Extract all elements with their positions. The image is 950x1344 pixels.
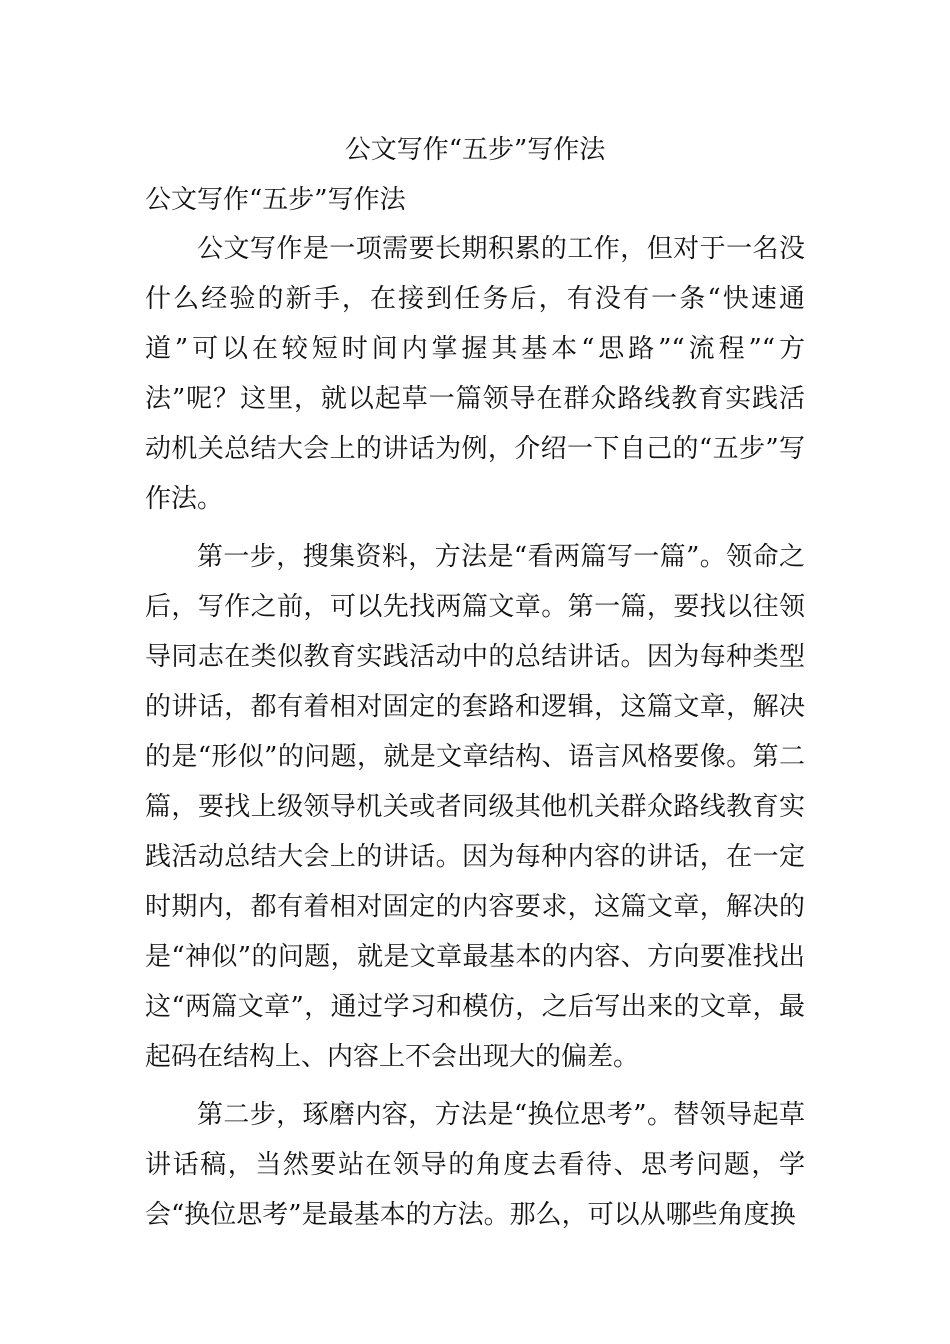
paragraph-step-two: 第二步，琢磨内容，方法是“换位思考”。替领导起草讲话稿，当然要站在领导的角度去看待、思考问题，学会“换位思考”是最基本的方法。那么，可以从哪些角度换 [145,1100,805,1230]
document-body [145,224,805,1248]
paragraph-intro: 公文写作是一项需要长期积累的工作，但对于一名没什么经验的新手，在接到任务后，有没有一条“快速通道”可以在较短时间内掌握其基本“思路”“流程”“方法”呢？这里，就以起草一篇领导在群众路线教育实践活动机关总结大会上的讲话为例，介绍一下自己的“五步”写作法。 [145,234,805,514]
document-subtitle: 公文写作“五步”写作法 [145,185,406,215]
paragraph-step-one: 第一步，搜集资料，方法是“看两篇写一篇”。领命之后，写作之前，可以先找两篇文章。第一篇，要找以往领导同志在类似教育实践活动中的总结讲话。因为每种类型的讲话，都有着相对固定的套路和逻辑，这篇文章，解决的是“形似”的问题，就是文章结构、语言风格要像。第二篇，要找上级领导机关或者同级其他机关群众路线教育实践活动总结大会上的讲话。因为每种内容的讲话，在一定时期内，都有着相对固定的内容要求，这篇文章，解决的是“神似”的问题，就是文章最基本的内容、方向要准找出这“两篇文章”，通过学习和模仿，之后写出来的文章，最起码在结构上、内容上不会出现大的偏差。 [145,542,805,1072]
document-title: 公文写作“五步”写作法 [344,135,606,165]
